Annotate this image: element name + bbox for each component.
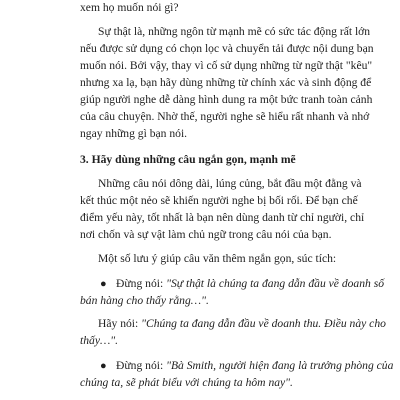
text-line: Sự thật là, những ngôn từ mạnh mẽ có sức tác động rất lớn (98, 25, 371, 38)
text-line: xem họ muốn nói gì? (80, 1, 179, 14)
bullet-icon: ● (100, 360, 107, 372)
section-heading: 3. Hãy dùng những câu ngắn gọn, mạnh mẽ (80, 153, 296, 166)
text-line: giúp người nghe dễ dàng hình dung ra một bức tranh toàn cảnh (80, 93, 373, 106)
text-line: điểm yếu này, tốt nhất là bạn nên dùng danh từ chỉ người, chỉ (80, 211, 365, 224)
dont-label: Đừng nói: (116, 277, 167, 290)
dont-text-cont: chúng ta, sẽ phát biểu với chúng ta hôm nay". (80, 376, 293, 389)
dont-text: "Sự thật là chúng ta đang dẫn đầu về doanh số (166, 277, 385, 290)
text-line: nơi chốn và sự vật làm chủ ngữ trong câu nói của bạn. (80, 228, 332, 241)
text-line: nhưng xa lạ, bạn hãy dùng những từ chính xác và sinh động để (80, 76, 372, 89)
text-line: nếu được sử dụng có chọn lọc và chuyển tải được nội dung bạn (80, 42, 374, 55)
text-line: kết thúc một nẻo sẽ khiến người nghe bị bối rối. Để bạn chế (80, 194, 358, 207)
text-line: của câu chuyện. Nhờ thế, người nghe sẽ hiểu rất nhanh và nhớ (80, 110, 370, 123)
example-say-line (98, 317, 386, 331)
example-dont-line (116, 359, 393, 373)
dont-text-cont: bán hàng cho thấy rằng…". (80, 294, 209, 307)
text-line: ngay những gì bạn nói. (80, 127, 188, 140)
dont-label: Đừng nói: (116, 359, 167, 372)
text-line: muốn nói. Bởi vậy, thay vì cố sử dụng những từ ngữ thật "kêu" (80, 59, 373, 72)
dont-text: "Bà Smith, người hiện đang là trưởng phòng của (166, 359, 394, 372)
tips-intro: Một số lưu ý giúp câu văn thêm ngắn gọn, súc tích: (98, 252, 337, 265)
bullet-icon: ● (100, 278, 107, 290)
say-label: Hãy nói: (98, 317, 142, 330)
example-dont-line (116, 277, 384, 291)
say-text-cont: thấy…". (80, 334, 119, 347)
text-line: Những câu nói dông dài, lúng củng, bắt đầu một đằng và (98, 177, 362, 190)
say-text: "Chúng ta đang dẫn đầu về doanh thu. Điều này cho (141, 317, 386, 330)
